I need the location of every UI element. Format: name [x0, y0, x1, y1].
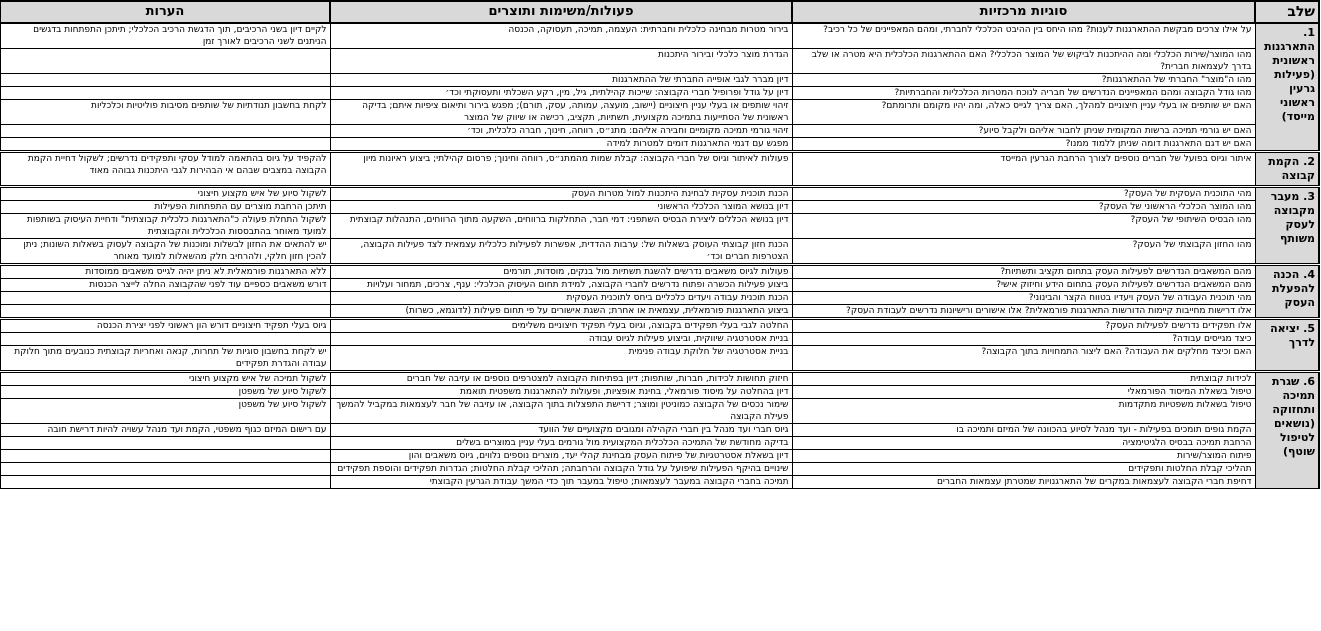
topics-header: סוגיות מרכזיות — [792, 1, 1255, 23]
stage-label: 5. יציאה לדרך — [1255, 319, 1319, 372]
table-row — [0, 265, 1319, 279]
action-cell: דיון מברר לגבי אופייה החברתי של ההתארגנות — [330, 74, 792, 87]
topic-cell: דחיפת חברי הקבוצה לעצמאות במקרים של התארגנויות שמטרתן עצמאות החברים — [792, 476, 1255, 489]
note-cell — [0, 450, 330, 463]
note-cell: להקפיד על גיוס בהתאמה למודל עסקי ותפקידים נדרשים; לשקול דחיית הקמת הקבוצה במצבים שבהם אי הבהירות לגבי היתכנות גבוהה מאוד — [0, 152, 330, 187]
topic-cell: טיפול בשאלות משפטיות מתקדמות — [792, 399, 1255, 424]
topic-cell: מהי תוכנית העבודה של העסק ויעדיו בטווח הקצר והבינוני? — [792, 292, 1255, 305]
table-row — [0, 214, 1319, 239]
table-row — [0, 239, 1319, 265]
note-cell — [0, 138, 330, 152]
table-row — [0, 87, 1319, 100]
note-cell: תיתכן הרחבת מוצרים עם התפתחות הפעילות — [0, 201, 330, 214]
note-cell: לשקול תמיכה של איש מקצוע חיצוני — [0, 372, 330, 386]
table-row — [0, 450, 1319, 463]
topic-cell: פיתוח המוצר/שירות — [792, 450, 1255, 463]
topic-cell: כיצד מגייסים עבודה? — [792, 333, 1255, 346]
action-cell: דיון בנושא הכללים ליצירת הבסיס השתפני: דמי חבר, התחלקות ברווחים, השקעה מתוך הרווחים, התנהלות קבוצתית — [330, 214, 792, 239]
header-row — [0, 1, 1319, 23]
action-cell: זיהוי שותפים או בעלי עניין חיצוניים (יישוב, מועצה, עמותה, עסק, תורם); מפגש בירור ותיאום ציפיות איתם; בדיקה ראשונית של הסתייעות בתמיכה מקצועית, תשתיות, תקציב, רכישה או שיווק של המוצר — [330, 100, 792, 125]
notes-header: הערות — [0, 1, 330, 23]
table-row — [0, 372, 1319, 386]
action-cell: פעולות לאיתור וגיוס של חברי הקבוצה: קבלת שמות מהמתנ״ס, רווחה וחינוך; פרסום קהילתי; ביצוע ראיונות מיון — [330, 152, 792, 187]
action-cell: פעולות לגיוס משאבים נדרשים להשגת תשתיות מול בנקים, מוסדות, תורמים — [330, 265, 792, 279]
note-cell — [0, 476, 330, 489]
topic-cell: הקמת גופים תומכים בפעילות - ועד מנהל לסיוע בהכוונה של המיזם ותמיכה בו — [792, 424, 1255, 437]
action-cell: בירור מטרות מבחינה כלכלית וחברתית: העצמה, תמיכה, תעסוקה, הכנסה — [330, 23, 792, 49]
action-cell: הכנת תוכנית עבודה ויעדים כלכליים ביחס לתוכנית העסקית — [330, 292, 792, 305]
topic-cell: על אילו צרכים מבקשת ההתארגנות לענות? מהו היחס בין ההיבט הכלכלי לחברתי, ומהם המאפיינים של כל רכיב? — [792, 23, 1255, 49]
table-row — [0, 187, 1319, 201]
topic-cell: האם יש גורמי תמיכה ברשות המקומית שניתן לחבור אליהם ולקבל סיוע? — [792, 125, 1255, 138]
action-cell: ביצוע פעילות הכשרה ופתוח נדרשים לחברי הקבוצה, למידת תחום העיסוק הכלכלי: ענף, צרכים, תמחור ועלויות — [330, 279, 792, 292]
stage-label: 1. התארגנות ראשונית (פעילות גרעין ראשוני מייסד) — [1255, 23, 1319, 152]
action-cell: תמיכה בחברי הקבוצה במעבר לעצמאות; טיפול במעבר תוך כדי המשך עבודת הגרעין הקבוצתי — [330, 476, 792, 489]
action-cell: מפגש עם דגמי התארגנות דומים למטרות למידה — [330, 138, 792, 152]
table-row — [0, 292, 1319, 305]
table-row — [0, 305, 1319, 319]
action-cell: דיון בהחלטה על מיסוד פורמאלי, בחינת אופציות, ופעולות להתארגנות משפטית תואמת — [330, 386, 792, 399]
action-cell: הכנת תוכנית עסקית לבחינת היתכנות למול מטרות העסק — [330, 187, 792, 201]
action-cell: בניית אסטרטגיה של חלוקת עבודה פנימית — [330, 346, 792, 372]
table-row — [0, 346, 1319, 372]
table-row — [0, 23, 1319, 49]
topic-cell: מהו המוצר הכלכלי הראשוני של העסק? — [792, 201, 1255, 214]
note-cell: גיוס בעלי תפקיד חיצוניים דורש הון ראשוני לפני יצירת הכנסה — [0, 319, 330, 333]
note-cell — [0, 333, 330, 346]
topic-cell: אלו דרישות מחייבות קיימות הדורשות התארגנות פורמאלית? אלו אישורים ורישיונות נדרשים לעבודת העסק? — [792, 305, 1255, 319]
table-row — [0, 319, 1319, 333]
topic-cell: תהליכי קבלת החלטות ותפקידים — [792, 463, 1255, 476]
note-cell — [0, 49, 330, 74]
action-cell: שימור נכסים של הקבוצה כמוניטין ומוצר; דרישת התפצלות בתוך הקבוצה, או עזיבה של חבר לעצמאות במקביל להמשך פעילת הקבוצה — [330, 399, 792, 424]
note-cell: יש להתאים את החזון לבשלות ומוכנות של הקבוצה לעסוק בשאלות השונות; ניתן להכין חזון חלקי, ולהרחיב חלק מהשאלות למועד מאוחר — [0, 239, 330, 265]
table-row — [0, 152, 1319, 187]
note-cell: לשקול סיוע של משפטן — [0, 386, 330, 399]
table-row — [0, 125, 1319, 138]
note-cell: ללא התארגנות פורמאלית לא ניתן יהיה לגייס משאבים ממוסדות — [0, 265, 330, 279]
stage-label: 3. מעבר מקבוצה לעסק משותף — [1255, 187, 1319, 265]
action-cell: ביצוע התארגנות פורמאלית, עצמאית או אחרת; השגת אישורים על פי תחום פעילות (לדוגמא, כשרות) — [330, 305, 792, 319]
note-cell: לשקול סיוע של משפטן — [0, 399, 330, 424]
action-cell: דיון בנושא המוצר הכלכלי הראשוני — [330, 201, 792, 214]
action-cell: זיהוי גורמי תמיכה מקומיים וחבירה אליהם: מתנ״ס, רווחה, חינוך, חברה כלכלית, וכד׳ — [330, 125, 792, 138]
topic-cell: האם וכיצד מחלקים את העבודה? האם ליצור התמחויות בתוך הקבוצה? — [792, 346, 1255, 372]
topic-cell: האם יש דגם התארגנות דומה שניתן ללמוד ממנו? — [792, 138, 1255, 152]
topic-cell: איתור וגיוס בפועל של חברים נוספים לצורך הרחבת הגרעין המייסד — [792, 152, 1255, 187]
action-cell: בדיקה מחודשת של התמיכה הכלכלית המקצועית מול גורמים בעלי עניין במוצרים בשלים — [330, 437, 792, 450]
table-body — [0, 23, 1319, 489]
table-row — [0, 386, 1319, 399]
note-cell — [0, 87, 330, 100]
stage-label: 2. הקמת קבוצה — [1255, 152, 1319, 187]
note-cell — [0, 437, 330, 450]
topic-cell: מהי התוכנית העסקית של העסק? — [792, 187, 1255, 201]
note-cell: לשקול סיוע של איש מקצוע חיצוני — [0, 187, 330, 201]
note-cell — [0, 305, 330, 319]
topic-cell: מהו ה"מוצר" החברתי של ההתארגנות? — [792, 74, 1255, 87]
table-row — [0, 463, 1319, 476]
action-cell: שינויים בהיקף הפעילות שיפועל על גודל הקבוצה והרחבתה; תהליכי קבלת החלטות; הגדרות תפקידים והוספת תפקידים — [330, 463, 792, 476]
stage-label: 6. שגרת תמיכה ותחזוקה (נושאים לטיפול שוטף) — [1255, 372, 1319, 489]
action-cell: הגדרת מוצר כלכלי ובירור היתכנות — [330, 49, 792, 74]
note-cell — [0, 292, 330, 305]
topic-cell: אלו תפקידים נדרשים לפעילות העסק? — [792, 319, 1255, 333]
note-cell: לשקול התחלת פעולה כ"התארגנות כלכלית קבוצתית" ודחיית העיסוק בשותפות למועד מאוחר בהתבססות הכלכלית והקבוצתית — [0, 214, 330, 239]
stage-label: 4. הכנה להפעלת העסק — [1255, 265, 1319, 319]
topic-cell: הרחבת תמיכה בבסיס הלגיטימציה — [792, 437, 1255, 450]
table-row — [0, 437, 1319, 450]
action-cell: הכנת חזון קבוצתי העוסק בשאלות של: ערבות ההדדית, אפשרות לפעילות כלכלית עצמאית לצד פעילות הקבוצה, הצטרפות חברים וכד׳ — [330, 239, 792, 265]
note-cell: עם רישום המיזם כגוף משפטי, הקמת ועד מנהל עשויה להיות דרישת חובה — [0, 424, 330, 437]
topic-cell: מהו הבסיס השיתופי של העסק? — [792, 214, 1255, 239]
table-row — [0, 476, 1319, 489]
action-cell: חיזוק תחושות לכידות, חברות, שותפות; דיון בפתיחות הקבוצה למצטרפים נוספים או עזיבה של חברים — [330, 372, 792, 386]
topic-cell: מהם המשאבים הנדרשים לפעילות העסק בתחום תקציב ותשתיות? — [792, 265, 1255, 279]
table-row — [0, 49, 1319, 74]
topic-cell: לכידות קבוצתית — [792, 372, 1255, 386]
action-cell: דיון על גודל ופרופיל חברי הקבוצה: שייכות קהילתית, גיל, מין, רקע השכלתי ותעסוקתי וכד׳ — [330, 87, 792, 100]
table-row — [0, 399, 1319, 424]
table-row — [0, 333, 1319, 346]
note-cell — [0, 74, 330, 87]
topic-cell: האם יש שותפים או בעלי עניין חיצוניים למהלך, האם צריך לגייס כאלה, ומה יהיו מקומם ותרומתם? — [792, 100, 1255, 125]
table-row — [0, 279, 1319, 292]
note-cell: לקחת בחשבון תנודתיות של שותפים מסיבות פוליטיות וכלכליות — [0, 100, 330, 125]
note-cell: דורש משאבים כספיים עוד לפני שהקבוצה החלה לייצר הכנסות — [0, 279, 330, 292]
topic-cell: טיפול בשאלת המיסוד הפורמאלי — [792, 386, 1255, 399]
note-cell — [0, 125, 330, 138]
table-row — [0, 74, 1319, 87]
table-row — [0, 424, 1319, 437]
topic-cell: מהו המוצר/שירות הכלכלי ומה ההיתכנות לביקוש של המוצר הכלכלי? האם ההתארגנות הכלכלית היא מטרה או שלב בדרך לעצמאות חברית? — [792, 49, 1255, 74]
note-cell — [0, 463, 330, 476]
topic-cell: מהו גודל הקבוצה ומהם המאפיינים הנדרשים של חבריה לנוכח המטרות הכלכליות והחברתיות? — [792, 87, 1255, 100]
table-row — [0, 100, 1319, 125]
actions-header: פעולות/משימות ותוצרים — [330, 1, 792, 23]
action-cell: דיון בשאלת אסטרטגיות של פיתוח העסק מבחינת קהלי יעד, מוצרים נוספים נלווים, גיוס משאבים והון — [330, 450, 792, 463]
stage-header: שלב — [1255, 1, 1319, 23]
table-row — [0, 201, 1319, 214]
topic-cell: מהם המשאבים הנדרשים לפעילות העסק בתחום הידע וחיזוק אישי? — [792, 279, 1255, 292]
action-cell: החלטה לגבי בעלי תפקידים בקבוצה, וגיוס בעלי תפקיד חיצוניים משלימים — [330, 319, 792, 333]
note-cell: לקיים דיון בשני הרכיבים, תוך הדגשת הרכיב הכלכלי; תיתכן התפתחות בדגשים הניתנים לשני הרכיבים לאורך זמן — [0, 23, 330, 49]
action-cell: בניית אסטרטגיה שיווקית, וביצוע פעילות לגיוס עבודה — [330, 333, 792, 346]
table-row — [0, 138, 1319, 152]
note-cell: יש לקחת בחשבון סוגיות של תחרות, קנאה ואחריות קבוצתית כנובעים מתוך חלוקת עבודה והגדרת תפקידים — [0, 346, 330, 372]
action-cell: גיוס חברי ועד מנהל בין חברי הקהילה ומגובים מקצועיים של הוועד — [330, 424, 792, 437]
topic-cell: מהו החזון הקבוצתי של העסק? — [792, 239, 1255, 265]
